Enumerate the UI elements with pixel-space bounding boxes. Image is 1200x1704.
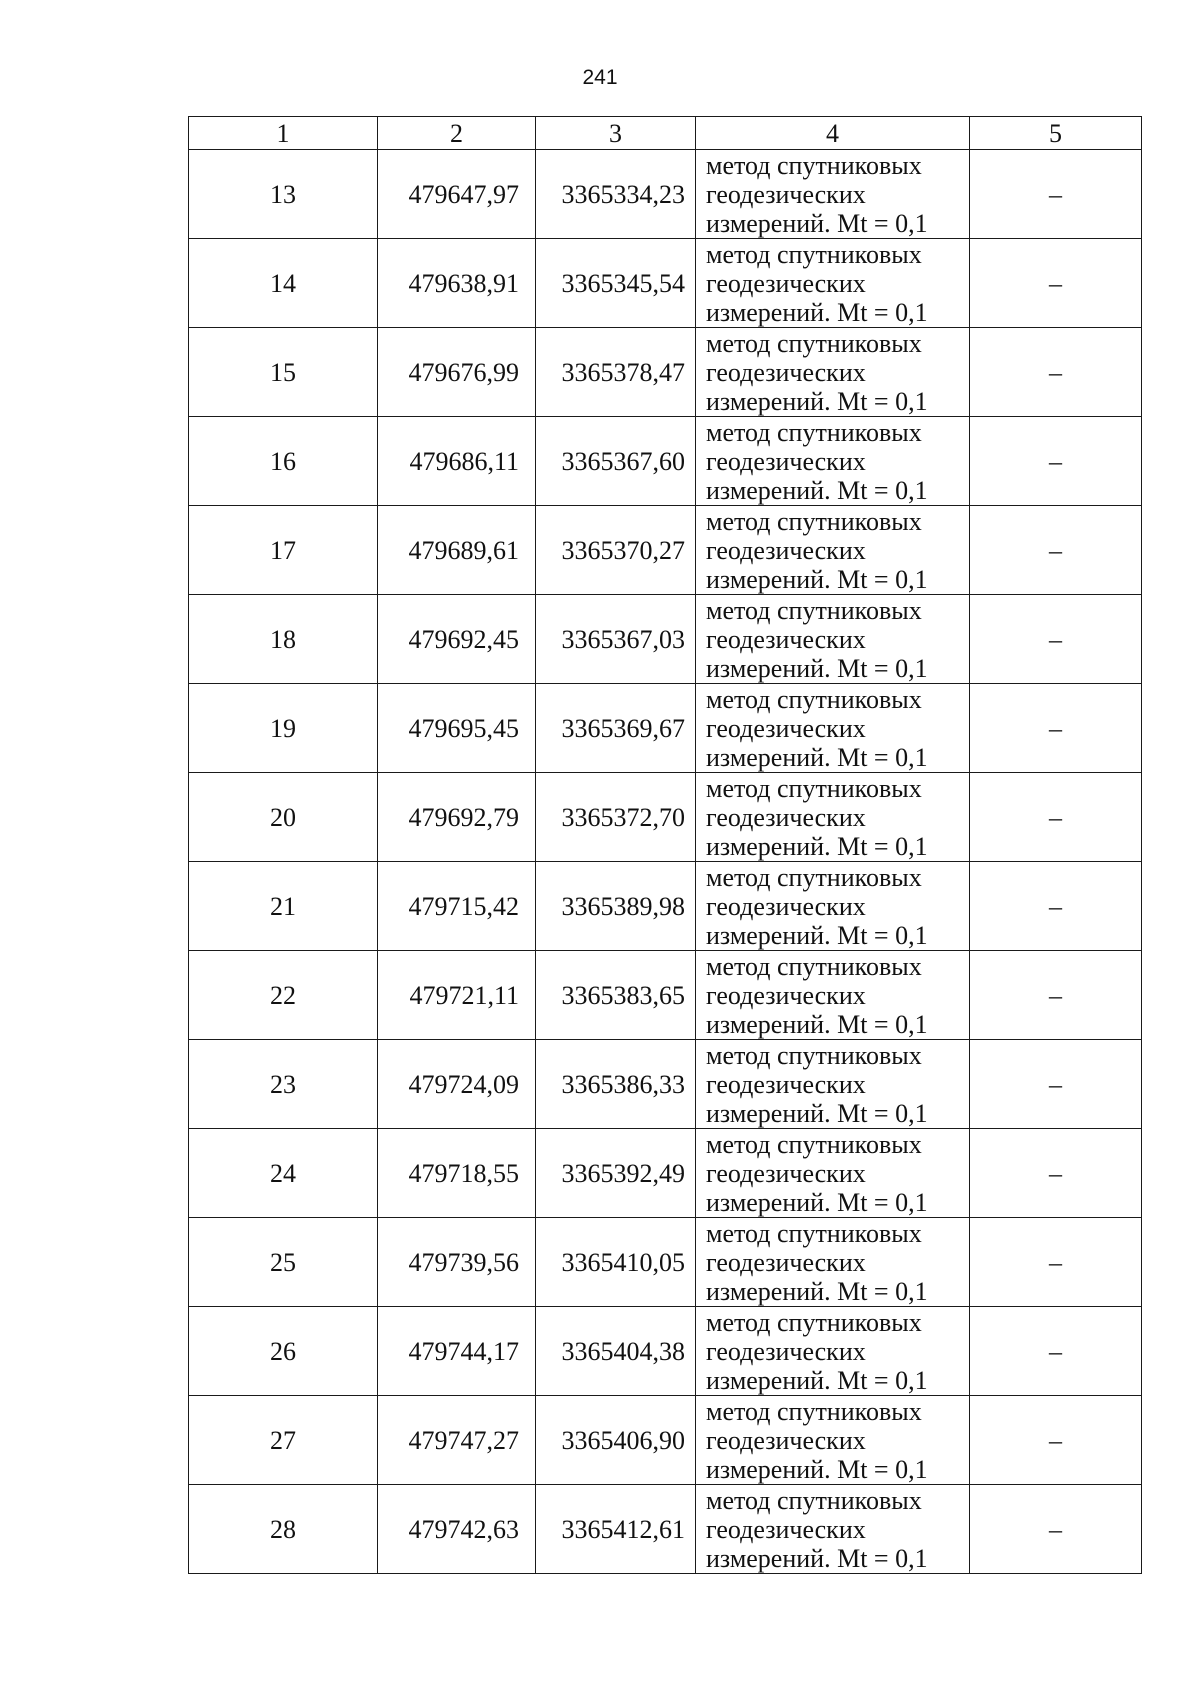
y-coordinate-cell: 3365369,67	[536, 684, 696, 773]
y-coordinate-cell: 3365334,23	[536, 150, 696, 239]
table-row	[189, 1218, 1142, 1307]
header-row	[189, 117, 1142, 150]
y-coordinate-cell: 3365372,70	[536, 773, 696, 862]
method-line: метод спутниковых	[706, 773, 922, 803]
method-line: геодезических	[706, 535, 866, 565]
y-coordinate-cell: 3365367,60	[536, 417, 696, 506]
method-line: метод спутниковых	[706, 684, 922, 714]
note-cell: –	[970, 1307, 1142, 1396]
method-line: измерений. Mt = 0,1	[706, 564, 928, 594]
table-row	[189, 150, 1142, 239]
x-coordinate-cell: 479718,55	[378, 1129, 536, 1218]
table-row	[189, 862, 1142, 951]
note-cell: –	[970, 595, 1142, 684]
note-cell: –	[970, 1218, 1142, 1307]
point-number-cell: 27	[189, 1396, 378, 1485]
point-number-cell: 18	[189, 595, 378, 684]
method-line: измерений. Mt = 0,1	[706, 1276, 928, 1306]
table-row	[189, 773, 1142, 862]
point-number-cell: 25	[189, 1218, 378, 1307]
method-line: метод спутниковых	[706, 1396, 922, 1426]
note-cell: –	[970, 150, 1142, 239]
point-number-cell: 15	[189, 328, 378, 417]
method-line: метод спутниковых	[706, 239, 922, 269]
table-row	[189, 506, 1142, 595]
point-number-cell: 16	[189, 417, 378, 506]
method-line: измерений. Mt = 0,1	[706, 475, 928, 505]
x-coordinate-cell: 479747,27	[378, 1396, 536, 1485]
point-number-cell: 20	[189, 773, 378, 862]
y-coordinate-cell: 3365389,98	[536, 862, 696, 951]
column-header-4: 4	[696, 117, 970, 150]
method-line: метод спутниковых	[706, 1129, 922, 1159]
point-number-cell: 19	[189, 684, 378, 773]
method-line: измерений. Mt = 0,1	[706, 742, 928, 772]
table-row	[189, 328, 1142, 417]
table-row	[189, 1129, 1142, 1218]
note-cell: –	[970, 1485, 1142, 1574]
y-coordinate-cell: 3365404,38	[536, 1307, 696, 1396]
table-body	[189, 150, 1142, 1574]
table-row	[189, 1485, 1142, 1574]
method-line: геодезических	[706, 624, 866, 654]
y-coordinate-cell: 3365406,90	[536, 1396, 696, 1485]
note-cell: –	[970, 239, 1142, 328]
note-cell: –	[970, 951, 1142, 1040]
note-cell: –	[970, 1040, 1142, 1129]
table-row	[189, 239, 1142, 328]
x-coordinate-cell: 479686,11	[378, 417, 536, 506]
y-coordinate-cell: 3365412,61	[536, 1485, 696, 1574]
method-line: метод спутниковых	[706, 595, 922, 625]
x-coordinate-cell: 479692,79	[378, 773, 536, 862]
x-coordinate-cell: 479744,17	[378, 1307, 536, 1396]
point-number-cell: 17	[189, 506, 378, 595]
method-line: геодезических	[706, 980, 866, 1010]
method-line: геодезических	[706, 1158, 866, 1188]
method-line: геодезических	[706, 179, 866, 209]
method-line: геодезических	[706, 1247, 866, 1277]
method-cell	[696, 1129, 970, 1218]
note-cell: –	[970, 1129, 1142, 1218]
method-line: метод спутниковых	[706, 417, 922, 447]
method-cell	[696, 239, 970, 328]
table-row	[189, 417, 1142, 506]
method-line: геодезических	[706, 1514, 866, 1544]
method-line: измерений. Mt = 0,1	[706, 653, 928, 683]
method-line: измерений. Mt = 0,1	[706, 1365, 928, 1395]
method-line: геодезических	[706, 891, 866, 921]
x-coordinate-cell: 479739,56	[378, 1218, 536, 1307]
method-line: геодезических	[706, 357, 866, 387]
table-row	[189, 1396, 1142, 1485]
method-line: метод спутниковых	[706, 150, 922, 180]
point-number-cell: 22	[189, 951, 378, 1040]
method-line: измерений. Mt = 0,1	[706, 1187, 928, 1217]
y-coordinate-cell: 3365392,49	[536, 1129, 696, 1218]
method-line: геодезических	[706, 713, 866, 743]
table-row	[189, 951, 1142, 1040]
x-coordinate-cell: 479676,99	[378, 328, 536, 417]
method-cell	[696, 506, 970, 595]
table-row	[189, 1040, 1142, 1129]
method-line: измерений. Mt = 0,1	[706, 208, 928, 238]
coordinates-table	[188, 116, 1142, 1574]
y-coordinate-cell: 3365410,05	[536, 1218, 696, 1307]
y-coordinate-cell: 3365378,47	[536, 328, 696, 417]
method-line: метод спутниковых	[706, 1040, 922, 1070]
x-coordinate-cell: 479638,91	[378, 239, 536, 328]
method-line: измерений. Mt = 0,1	[706, 831, 928, 861]
method-line: геодезических	[706, 268, 866, 298]
method-line: метод спутниковых	[706, 1307, 922, 1337]
point-number-cell: 14	[189, 239, 378, 328]
y-coordinate-cell: 3365367,03	[536, 595, 696, 684]
method-line: метод спутниковых	[706, 1485, 922, 1515]
method-cell	[696, 1396, 970, 1485]
x-coordinate-cell: 479724,09	[378, 1040, 536, 1129]
note-cell: –	[970, 684, 1142, 773]
note-cell: –	[970, 862, 1142, 951]
method-cell	[696, 150, 970, 239]
method-line: измерений. Mt = 0,1	[706, 1009, 928, 1039]
method-line: метод спутниковых	[706, 506, 922, 536]
table-header	[189, 117, 1142, 150]
y-coordinate-cell: 3365386,33	[536, 1040, 696, 1129]
y-coordinate-cell: 3365383,65	[536, 951, 696, 1040]
x-coordinate-cell: 479721,11	[378, 951, 536, 1040]
method-line: геодезических	[706, 802, 866, 832]
point-number-cell: 13	[189, 150, 378, 239]
method-line: измерений. Mt = 0,1	[706, 920, 928, 950]
point-number-cell: 28	[189, 1485, 378, 1574]
method-cell	[696, 684, 970, 773]
point-number-cell: 23	[189, 1040, 378, 1129]
page-number: 241	[582, 66, 618, 89]
method-line: метод спутниковых	[706, 862, 922, 892]
column-header-2: 2	[378, 117, 536, 150]
column-header-1: 1	[189, 117, 378, 150]
method-cell	[696, 1040, 970, 1129]
method-line: измерений. Mt = 0,1	[706, 386, 928, 416]
method-line: измерений. Mt = 0,1	[706, 297, 928, 327]
method-cell	[696, 862, 970, 951]
x-coordinate-cell: 479689,61	[378, 506, 536, 595]
method-line: метод спутниковых	[706, 1218, 922, 1248]
x-coordinate-cell: 479715,42	[378, 862, 536, 951]
note-cell: –	[970, 328, 1142, 417]
y-coordinate-cell: 3365370,27	[536, 506, 696, 595]
method-cell	[696, 417, 970, 506]
note-cell: –	[970, 1396, 1142, 1485]
method-cell	[696, 773, 970, 862]
method-line: метод спутниковых	[706, 951, 922, 981]
table-row	[189, 684, 1142, 773]
method-cell	[696, 1307, 970, 1396]
note-cell: –	[970, 506, 1142, 595]
method-line: геодезических	[706, 1425, 866, 1455]
point-number-cell: 26	[189, 1307, 378, 1396]
point-number-cell: 21	[189, 862, 378, 951]
x-coordinate-cell: 479692,45	[378, 595, 536, 684]
note-cell: –	[970, 417, 1142, 506]
method-line: измерений. Mt = 0,1	[706, 1098, 928, 1128]
method-line: геодезических	[706, 1336, 866, 1366]
x-coordinate-cell: 479695,45	[378, 684, 536, 773]
x-coordinate-cell: 479647,97	[378, 150, 536, 239]
method-line: измерений. Mt = 0,1	[706, 1454, 928, 1484]
note-cell: –	[970, 773, 1142, 862]
method-cell	[696, 328, 970, 417]
method-line: геодезических	[706, 1069, 866, 1099]
method-cell	[696, 595, 970, 684]
method-cell	[696, 951, 970, 1040]
method-line: метод спутниковых	[706, 328, 922, 358]
method-line: геодезических	[706, 446, 866, 476]
method-cell	[696, 1485, 970, 1574]
x-coordinate-cell: 479742,63	[378, 1485, 536, 1574]
method-cell	[696, 1218, 970, 1307]
column-header-3: 3	[536, 117, 696, 150]
method-line: измерений. Mt = 0,1	[706, 1543, 928, 1573]
table-row	[189, 1307, 1142, 1396]
point-number-cell: 24	[189, 1129, 378, 1218]
table-row	[189, 595, 1142, 684]
column-header-5: 5	[970, 117, 1142, 150]
y-coordinate-cell: 3365345,54	[536, 239, 696, 328]
